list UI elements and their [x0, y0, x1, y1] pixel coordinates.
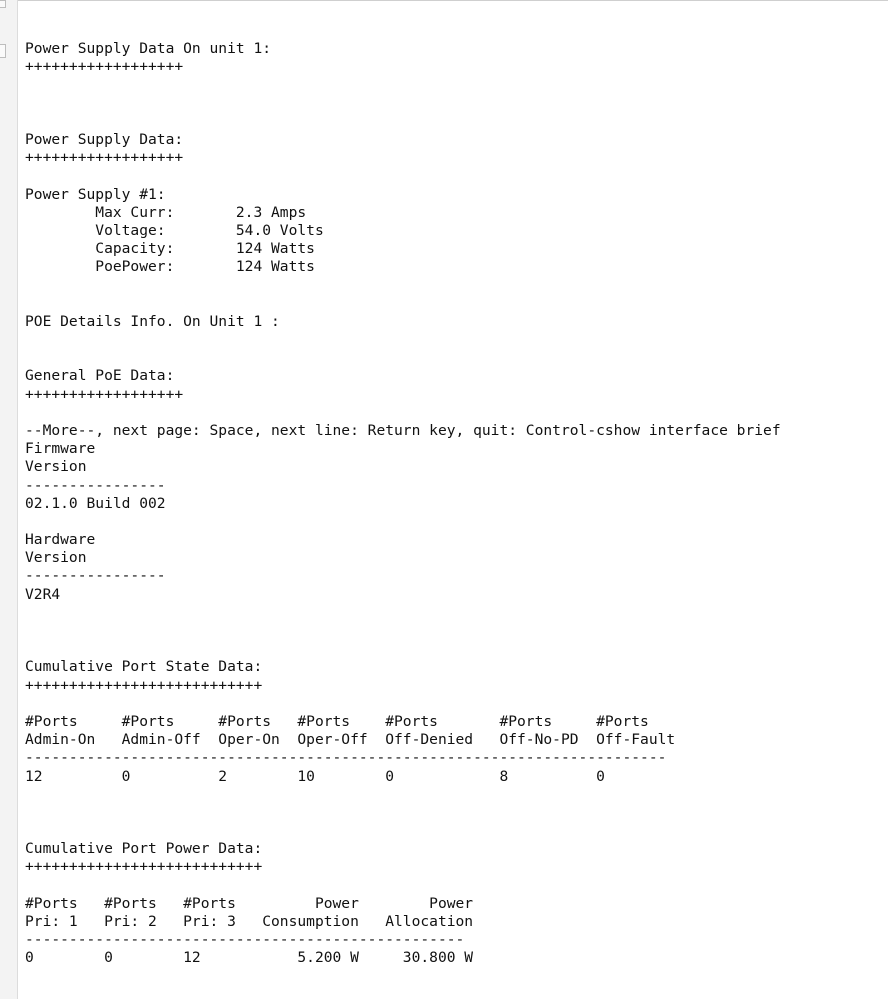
terminal-line: Version: [25, 549, 87, 567]
terminal-line: PoePower: 124 Watts: [25, 258, 315, 276]
terminal-line: Hardware: [25, 531, 96, 549]
terminal-line: [25, 640, 781, 658]
terminal-line: 12 0 2 10 0 8 0: [25, 767, 605, 785]
terminal-line: Version: [25, 458, 87, 476]
terminal-line: Power Supply #1:: [25, 185, 166, 203]
terminal-line: Capacity: 124 Watts: [25, 240, 315, 258]
terminal-line: [25, 513, 781, 531]
terminal-line: +++++++++++++++++++++++++++: [25, 858, 263, 876]
terminal-line: Pri: 1 Pri: 2 Pri: 3 Consumption Allocation: [25, 913, 474, 930]
terminal-line: --------------------------------------------------: [25, 931, 465, 949]
terminal-line: Cumulative Port State Data:: [25, 658, 263, 676]
terminal-line: Firmware: [25, 440, 96, 458]
terminal-line: --More--, next page: Space, next line: Return key, quit: Control-cshow interface brief: [25, 421, 781, 439]
terminal-line: [25, 76, 781, 94]
terminal-line: ----------------: [25, 476, 166, 494]
terminal-line: [25, 95, 781, 113]
terminal-line: 02.1.0 Build 002: [25, 494, 166, 512]
terminal-line: -------------------------------------------------------------------------: [25, 749, 667, 767]
terminal-line: ++++++++++++++++++: [25, 385, 184, 403]
terminal-line: [25, 113, 781, 131]
terminal-line: [25, 622, 781, 640]
terminal-line: [25, 804, 781, 822]
terminal-line: 0 0 12 5.200 W 30.800 W: [25, 949, 474, 967]
terminal-line: [25, 822, 781, 840]
terminal-line: Admin-On Admin-Off Oper-On Oper-Off Off-Denied Off-No-PD Off-Fault: [25, 731, 676, 749]
terminal-line: Cumulative Port Power Data:: [25, 840, 263, 858]
terminal-line: [25, 877, 781, 895]
terminal-line: [25, 349, 781, 367]
terminal-line: ++++++++++++++++++: [25, 149, 184, 167]
terminal-line: +++++++++++++++++++++++++++: [25, 676, 263, 694]
terminal-line: [25, 295, 781, 313]
gutter-marker: [0, 0, 6, 8]
terminal-line: [25, 331, 781, 349]
terminal-line: Max Curr: 2.3 Amps: [25, 203, 307, 221]
terminal-line: ----------------: [25, 567, 166, 585]
terminal-output[interactable]: [25, 40, 781, 968]
terminal-line: [25, 167, 781, 185]
terminal-line: #Ports #Ports #Ports #Ports #Ports #Ports #Ports: [25, 712, 649, 730]
left-gutter: [0, 0, 18, 999]
window-top-border: [0, 0, 888, 1]
terminal-line: POE Details Info. On Unit 1 :: [25, 312, 280, 330]
terminal-line: [25, 695, 781, 713]
terminal-line: Voltage: 54.0 Volts: [25, 221, 324, 239]
terminal-line: #Ports #Ports #Ports Power Power: [25, 894, 474, 912]
terminal-line: [25, 786, 781, 804]
terminal-line: V2R4: [25, 585, 61, 603]
terminal-line: ++++++++++++++++++: [25, 58, 184, 76]
terminal-line: General PoE Data:: [25, 367, 175, 385]
terminal-line: Power Supply Data On unit 1:: [25, 40, 272, 57]
gutter-marker: [0, 44, 6, 58]
terminal-line: [25, 604, 781, 622]
terminal-line: [25, 404, 781, 422]
terminal-line: Power Supply Data:: [25, 130, 184, 148]
terminal-line: [25, 276, 781, 294]
